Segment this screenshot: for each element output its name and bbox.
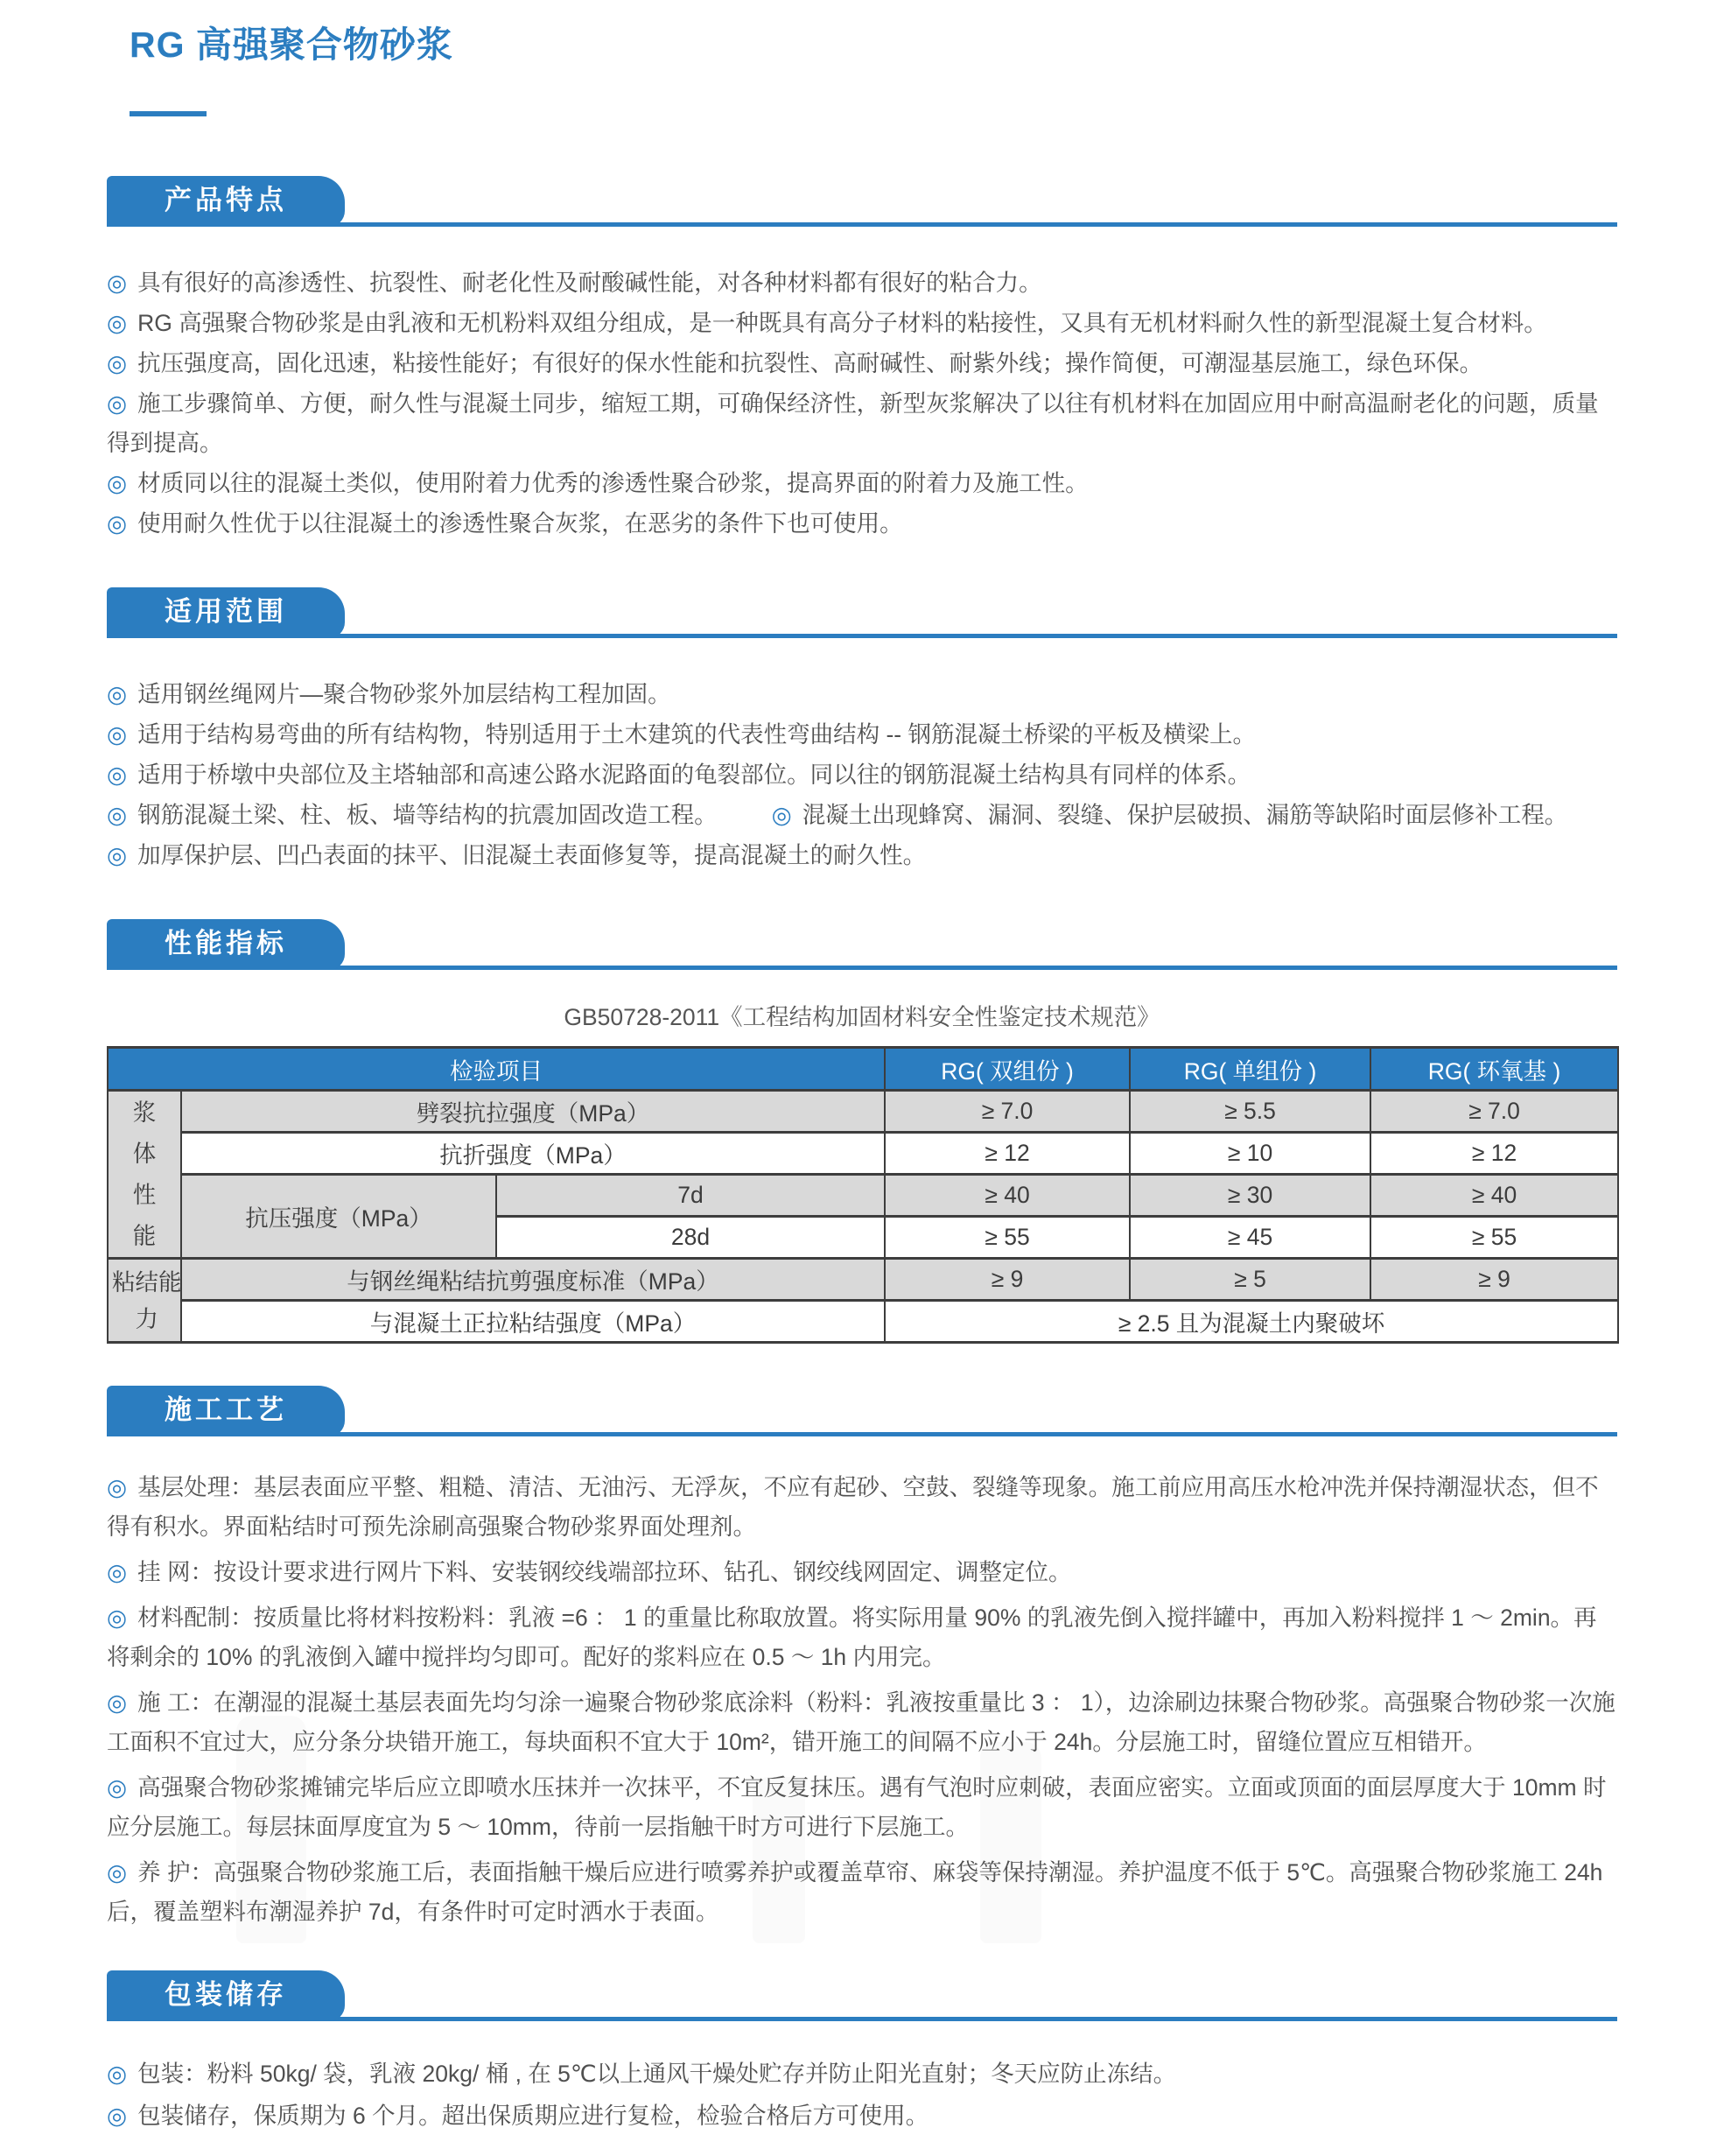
scope-item bbox=[107, 755, 1617, 795]
scope-item-text: 钢筋混凝土梁、柱、板、墙等结构的抗震加固改造工程。 bbox=[137, 802, 718, 828]
table-cell: 与钢丝绳粘结抗剪强度标准（MPa） bbox=[181, 1259, 885, 1301]
feature-item bbox=[107, 464, 1617, 503]
table-cell-merged: ≥ 2.5 且为混凝土内聚破坏 bbox=[885, 1301, 1618, 1343]
section-packaging-storage bbox=[107, 1970, 1617, 2136]
process-item bbox=[107, 1468, 1617, 1547]
bullet-icon: ◎ bbox=[107, 350, 128, 376]
table-header-cell: 检验项目 bbox=[108, 1048, 885, 1091]
packaging-item bbox=[107, 2096, 1617, 2136]
section-heading bbox=[107, 587, 1617, 638]
section-heading-tab: 施工工艺 bbox=[107, 1386, 345, 1436]
table-row bbox=[108, 1175, 1618, 1217]
section-heading-tab: 产品特点 bbox=[107, 176, 345, 227]
performance-table bbox=[107, 1046, 1619, 1344]
feature-item-text: 抗压强度高，固化迅速，粘接性能好；有很好的保水性能和抗裂性、高耐碱性、耐紫外线；操作简便，可潮湿基层施工，绿色环保。 bbox=[137, 350, 1483, 376]
row-group-label: 浆体性能 bbox=[132, 1099, 157, 1249]
table-row bbox=[108, 1259, 1618, 1301]
table-cell: ≥ 7.0 bbox=[885, 1091, 1130, 1133]
table-cell: 7d bbox=[496, 1175, 885, 1217]
table-header-cell: RG( 双组份 ) bbox=[885, 1048, 1130, 1091]
feature-item-text: RG 高强聚合物砂浆是由乳液和无机粉料双组分组成，是一种既具有高分子材料的粘接性，又具有无机材料耐久性的新型混凝土复合材料。 bbox=[137, 310, 1547, 336]
table-cell: 抗折强度（MPa） bbox=[181, 1133, 885, 1175]
section-performance bbox=[107, 919, 1617, 1344]
bullet-icon: ◎ bbox=[107, 470, 128, 496]
section-heading-tab: 适用范围 bbox=[107, 587, 345, 638]
table-cell: ≥ 55 bbox=[885, 1217, 1130, 1259]
table-header-cell: RG( 环氧基 ) bbox=[1370, 1048, 1618, 1091]
bullet-icon: ◎ bbox=[107, 390, 128, 417]
table-row bbox=[108, 1091, 1618, 1133]
row-group-label-cell bbox=[108, 1259, 181, 1343]
table-cell: 与混凝土正拉粘结强度（MPa） bbox=[181, 1301, 885, 1343]
process-list bbox=[107, 1468, 1617, 1932]
table-cell: 28d bbox=[496, 1217, 885, 1259]
process-item-text: 施 工：在潮湿的混凝土基层表面先均匀涂一遍聚合物砂浆底涂料（粉料：乳液按重量比 3 ： 1），边涂刷边抹聚合物砂浆。高强聚合物砂浆一次施工面积不宜过大，应分条分块错开施工，每块面积不宜大于 10m²，错开施工的间隔不应小于 24h。分层施工时，留缝位置应互相错开。 bbox=[107, 1689, 1615, 1755]
bullet-icon: ◎ bbox=[107, 1605, 128, 1631]
scope-item-text: 加厚保护层、凹凸表面的抹平、旧混凝土表面修复等，提高混凝土的耐久性。 bbox=[137, 842, 927, 868]
packaging-item-text: 包装：粉料 50kg/ 袋，乳液 20kg/ 桶 , 在 5℃以上通风干燥处贮存并防止阳光直射；冬天应防止冻结。 bbox=[137, 2061, 1177, 2087]
process-item-text: 挂 网：按设计要求进行网片下料、安装钢绞线端部拉环、钻孔、钢绞线网固定、调整定位。 bbox=[137, 1559, 1072, 1585]
feature-item bbox=[107, 384, 1617, 463]
feature-item-text: 具有很好的高渗透性、抗裂性、耐老化性及耐酸碱性能，对各种材料都有很好的粘合力。 bbox=[137, 270, 1042, 296]
section-heading bbox=[107, 176, 1617, 227]
scope-list bbox=[107, 675, 1617, 875]
section-heading bbox=[107, 1386, 1617, 1436]
standard-reference-title: GB50728-2011《工程结构加固材料安全性鉴定技术规范》 bbox=[564, 1004, 1160, 1030]
bullet-icon: ◎ bbox=[107, 762, 128, 788]
bullet-icon: ◎ bbox=[107, 2103, 128, 2129]
bullet-icon: ◎ bbox=[107, 681, 128, 707]
scope-item-pair bbox=[107, 796, 1617, 835]
section-heading-tab: 包装储存 bbox=[107, 1970, 345, 2021]
scope-item-text: 适用于桥墩中央部位及主塔轴部和高速公路水泥路面的龟裂部位。同以往的钢筋混凝土结构具有同样的体系。 bbox=[137, 762, 1251, 788]
feature-item bbox=[107, 344, 1617, 383]
table-cell: ≥ 10 bbox=[1130, 1133, 1370, 1175]
process-item-text: 高强聚合物砂浆摊铺完毕后应立即喷水压抹并一次抹平，不宜反复抹压。遇有气泡时应刺破，表面应密实。立面或顶面的面层厚度大于 10mm 时应分层施工。每层抹面厚度宜为 5 ～ 10mm，待前一层指触干时方可进行下层施工。 bbox=[107, 1774, 1607, 1840]
bullet-icon: ◎ bbox=[107, 802, 128, 828]
bullet-icon: ◎ bbox=[107, 510, 128, 537]
bullet-icon: ◎ bbox=[107, 2061, 128, 2087]
section-product-features bbox=[107, 176, 1617, 544]
page-title: RG 高强聚合物砂浆 bbox=[130, 25, 453, 65]
bullet-icon: ◎ bbox=[771, 802, 792, 828]
bullet-icon: ◎ bbox=[107, 842, 128, 868]
process-item bbox=[107, 1768, 1617, 1847]
table-cell: ≥ 12 bbox=[885, 1133, 1130, 1175]
process-item-text: 养 护：高强聚合物砂浆施工后，表面指触干燥后应进行喷雾养护或覆盖草帘、麻袋等保持潮湿。养护温度不低于 5℃。高强聚合物砂浆施工 24h 后，覆盖塑料布潮湿养护 7d，有条件时可定时洒水于表面。 bbox=[107, 1859, 1603, 1925]
scope-item-text: 适用于结构易弯曲的所有结构物，特别适用于土木建筑的代表性弯曲结构 -- 钢筋混凝土桥梁的平板及横梁上。 bbox=[137, 721, 1256, 748]
scope-item bbox=[107, 836, 1617, 875]
table-row bbox=[108, 1301, 1618, 1343]
bullet-icon: ◎ bbox=[107, 1474, 128, 1500]
section-heading bbox=[107, 919, 1617, 970]
feature-item-text: 施工步骤简单、方便，耐久性与混凝土同步，缩短工期，可确保经济性，新型灰浆解决了以往有机材料在加固应用中耐高温耐老化的问题，质量得到提高。 bbox=[107, 390, 1599, 456]
scope-item bbox=[107, 715, 1617, 755]
process-item-text: 基层处理：基层表面应平整、粗糙、清洁、无油污、无浮灰，不应有起砂、空鼓、裂缝等现象。施工前应用高压水枪冲洗并保持潮湿状态，但不得有积水。界面粘结时可预先涂刷高强聚合物砂浆界面处理剂。 bbox=[107, 1474, 1599, 1540]
table-header-cell: RG( 单组份 ) bbox=[1130, 1048, 1370, 1091]
row-group-label-cell bbox=[108, 1091, 181, 1259]
process-item bbox=[107, 1683, 1617, 1762]
table-cell: ≥ 30 bbox=[1130, 1175, 1370, 1217]
packaging-item-text: 包装储存，保质期为 6 个月。超出保质期应进行复检，检验合格后方可使用。 bbox=[137, 2103, 929, 2129]
table-cell: 抗压强度（MPa） bbox=[181, 1175, 496, 1259]
table-cell: ≥ 40 bbox=[1370, 1175, 1618, 1217]
packaging-item bbox=[107, 2054, 1617, 2094]
feature-item-text: 材质同以往的混凝土类似，使用附着力优秀的渗透性聚合砂浆，提高界面的附着力及施工性。 bbox=[137, 470, 1089, 496]
section-heading-tab: 性能指标 bbox=[107, 919, 345, 970]
title-accent-dash bbox=[130, 111, 207, 116]
bullet-icon: ◎ bbox=[107, 310, 128, 336]
row-group-label: 粘结能力 bbox=[111, 1268, 182, 1332]
process-item-text: 材料配制：按质量比将材料按粉料：乳液 =6 ： 1 的重量比称取放置。将实际用量 90% 的乳液先倒入搅拌罐中，再加入粉料搅拌 1 ～ 2min。再将剩余的 10% 的乳液倒入罐中搅拌均匀即可。配好的浆料应在 0.5 ～ 1h 内用完。 bbox=[107, 1605, 1597, 1670]
table-cell: ≥ 5 bbox=[1130, 1259, 1370, 1301]
bullet-icon: ◎ bbox=[107, 721, 128, 748]
feature-item bbox=[107, 504, 1617, 544]
table-cell: ≥ 45 bbox=[1130, 1217, 1370, 1259]
feature-item bbox=[107, 263, 1617, 303]
bullet-icon: ◎ bbox=[107, 1559, 128, 1585]
feature-list bbox=[107, 263, 1617, 544]
table-cell: 劈裂抗拉强度（MPa） bbox=[181, 1091, 885, 1133]
table-cell: ≥ 9 bbox=[1370, 1259, 1618, 1301]
table-cell: ≥ 7.0 bbox=[1370, 1091, 1618, 1133]
table-cell: ≥ 9 bbox=[885, 1259, 1130, 1301]
scope-item bbox=[107, 675, 1617, 714]
section-applicable-scope bbox=[107, 587, 1617, 875]
table-cell: ≥ 5.5 bbox=[1130, 1091, 1370, 1133]
feature-item-text: 使用耐久性优于以往混凝土的渗透性聚合灰浆，在恶劣的条件下也可使用。 bbox=[137, 510, 903, 537]
process-item bbox=[107, 1853, 1617, 1932]
process-item bbox=[107, 1553, 1617, 1592]
feature-item bbox=[107, 304, 1617, 343]
table-row bbox=[108, 1133, 1618, 1175]
table-cell: ≥ 12 bbox=[1370, 1133, 1618, 1175]
process-item bbox=[107, 1598, 1617, 1677]
section-construction-process bbox=[107, 1386, 1617, 1932]
section-heading bbox=[107, 1970, 1617, 2021]
bullet-icon: ◎ bbox=[107, 1689, 128, 1716]
table-cell: ≥ 40 bbox=[885, 1175, 1130, 1217]
table-cell: ≥ 55 bbox=[1370, 1217, 1618, 1259]
scope-item-text: 混凝土出现蜂窝、漏洞、裂缝、保护层破损、漏筋等缺陷时面层修补工程。 bbox=[802, 802, 1568, 828]
bullet-icon: ◎ bbox=[107, 270, 128, 296]
scope-item-text: 适用钢丝绳网片—聚合物砂浆外加层结构工程加固。 bbox=[137, 681, 671, 707]
bullet-icon: ◎ bbox=[107, 1774, 128, 1801]
bullet-icon: ◎ bbox=[107, 1859, 128, 1886]
packaging-list bbox=[107, 2054, 1617, 2136]
table-header-row bbox=[108, 1048, 1618, 1091]
